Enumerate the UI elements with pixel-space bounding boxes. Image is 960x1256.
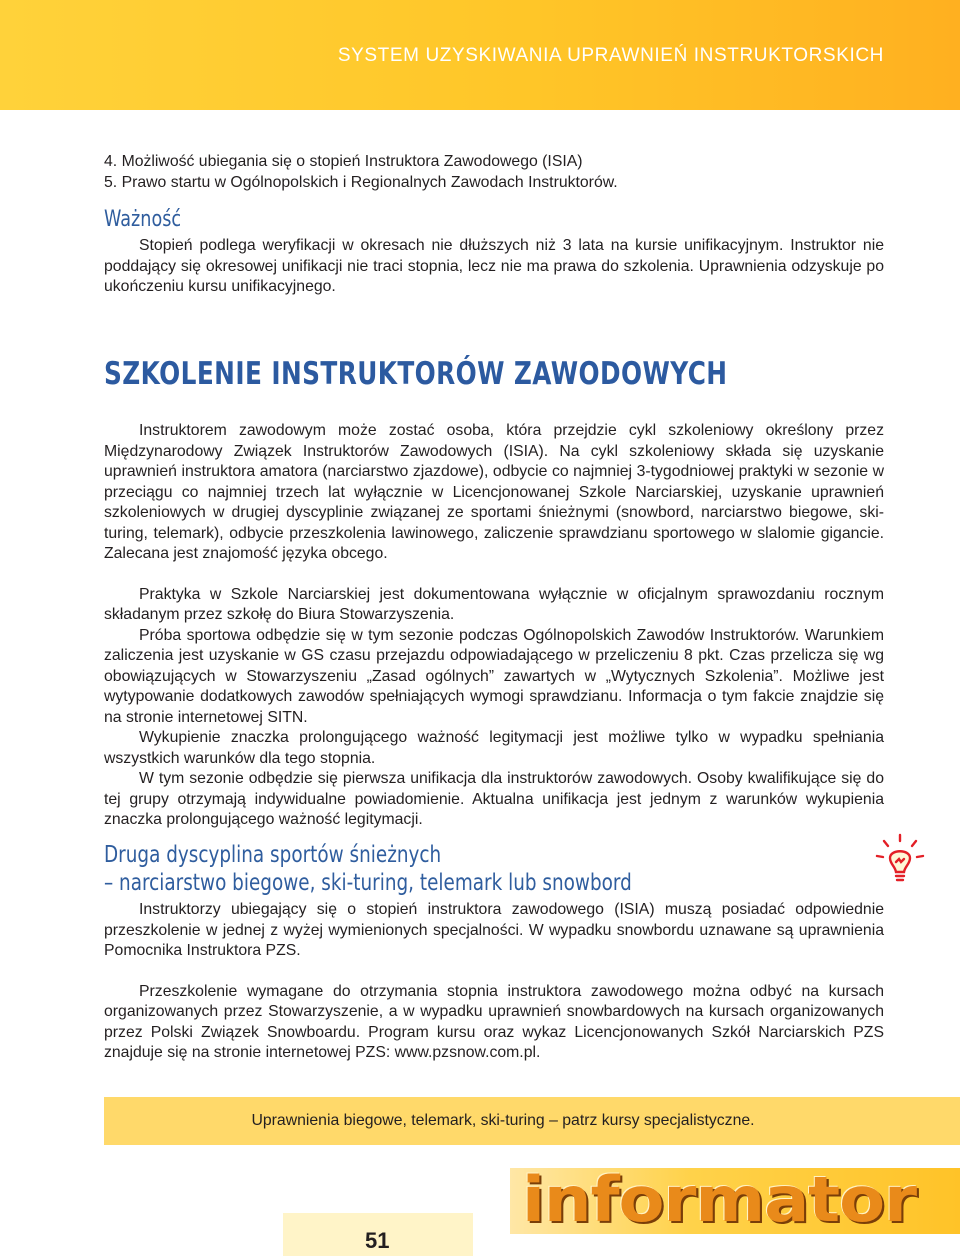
info-banner xyxy=(104,1097,960,1145)
list-item: 4. Możliwość ubiegania się o stopień Instruktora Zawodowego (ISIA) xyxy=(104,153,583,170)
waznosc-heading: Ważność xyxy=(104,207,182,232)
druga-heading-line2: – narciarstwo biegowe, ski-turing, telemark lub snowbord xyxy=(104,870,632,896)
header-title: SYSTEM UZYSKIWANIA UPRAWNIEŃ INSTRUKTORSKICH xyxy=(337,45,884,66)
list-item: 5. Prawo startu w Ogólnopolskich i Regionalnych Zawodach Instruktorów. xyxy=(104,173,618,191)
privilege-list xyxy=(104,152,884,193)
section-heading: SZKOLENIE INSTRUKTORÓW ZAWODOWYCH xyxy=(104,356,728,392)
banner-text: Uprawnienia biegowe, telemark, ski-turing – patrz kursy specjalistyczne. xyxy=(251,1112,755,1129)
paragraph: Instruktorzy ubiegający się o stopień instruktora zawodowego (ISIA) muszą posiadać odpowiednie przeszkolenie w jednej z wyżej wymienionych specjalności. W wypadku snowbordu uznawane są uprawnienia Pomocnika Instruktora PZS. xyxy=(104,901,884,959)
waznosc-body xyxy=(104,236,884,298)
druga-body xyxy=(104,900,884,1064)
page-number: 51 xyxy=(365,1228,390,1253)
header-band xyxy=(0,0,960,110)
paragraph: Instruktorem zawodowym może zostać osoba, która przejdzie cykl szkoleniowy określony przez Międzynarodowy Związek Instruktorów Zawodowych (ISIA). Na cykl szkoleniowy składa się uzyskanie uprawnień instruktora amatora (narciarstwo zjazdowe), odbycie co najmniej 3-tygodniowej praktyki w sezonie w przeciągu co najmniej trzech lat wyłącznie w Licencjonowanej Szkole Narciarskiej, uzyskanie uprawnień szkoleniowych w drugiej dyscyplinie związanej ze sportami śnieżnymi (snowbord, narciarstwo biegowe, ski-turing, telemark), odbycie przeszkolenia lawinowego, zaliczenie sprawdzianu sportowego w slalomie gigancie. Zalecana jest znajomość języka obcego. xyxy=(104,422,884,562)
paragraph: Próba sportowa odbędzie się w tym sezonie podczas Ogólnopolskich Zawodów Instruktorów. Warunkiem zaliczenia jest uzyskanie w GS czasu przejazdu odpowiadającego w przeliczeniu 8 pkt. Czas przelicza się wg obowiązujących w Stowarzyszeniu „Zasad ogólnych” zawartych w „Wytycznych Szkolenia”. Możliwe jest wytypowanie dodatkowych zawodów spełniających wymogi sprawdzianu. Informacja o tym fakcie znajdzie się na stronie internetowej SITN. xyxy=(104,626,884,726)
druga-heading-line1: Druga dyscyplina sportów śnieżnych xyxy=(104,842,442,868)
paragraph: Stopień podlega weryfikacji w okresach nie dłuższych niż 3 lata na kursie unifikacyjnym. Instruktor nie poddający się okresowej unifikacji nie traci stopnia, lecz nie ma prawa do szkolenia. Uprawnienia odzyskuje po ukończeniu kursu unifikacyjnego. xyxy=(104,237,884,295)
section-body xyxy=(104,421,884,831)
paragraph: Praktyka w Szkole Narciarskiej jest dokumentowana wyłącznie w oficjalnym sprawozdaniu rocznym składanym przez szkołę do Biura Stowarzyszenia. xyxy=(104,585,884,623)
paragraph: Wykupienie znaczka prolongującego ważność legitymacji jest możliwe tylko w wypadku spełniania wszystkich warunków dla tego stopnia. xyxy=(104,729,884,767)
paragraph: W tym sezonie odbędzie się pierwsza unifikacja dla instruktorów zawodowych. Osoby kwalifikujące się do tej grupy otrzymają indywidualne powiadomienie. Aktualna unifikacja jest jednym z warunków wykupienia znaczka prolongującego ważność legitymacji. xyxy=(104,770,884,828)
informator-logo: informator xyxy=(522,1163,916,1236)
lightbulb-icon xyxy=(873,832,927,886)
paragraph: Przeszkolenie wymagane do otrzymania stopnia instruktora zawodowego można odbyć na kursach organizowanych przez Stowarzyszenie, a w wypadku uprawnień snowbardowych na kursach organizowanych przez Polski Związek Snowboardu. Program kursu oraz wykaz Licencjonowanych Szkół Narciarskich PZS znajduje się na stronie internetowej PZS: www.pzsnow.com.pl. xyxy=(104,982,884,1061)
